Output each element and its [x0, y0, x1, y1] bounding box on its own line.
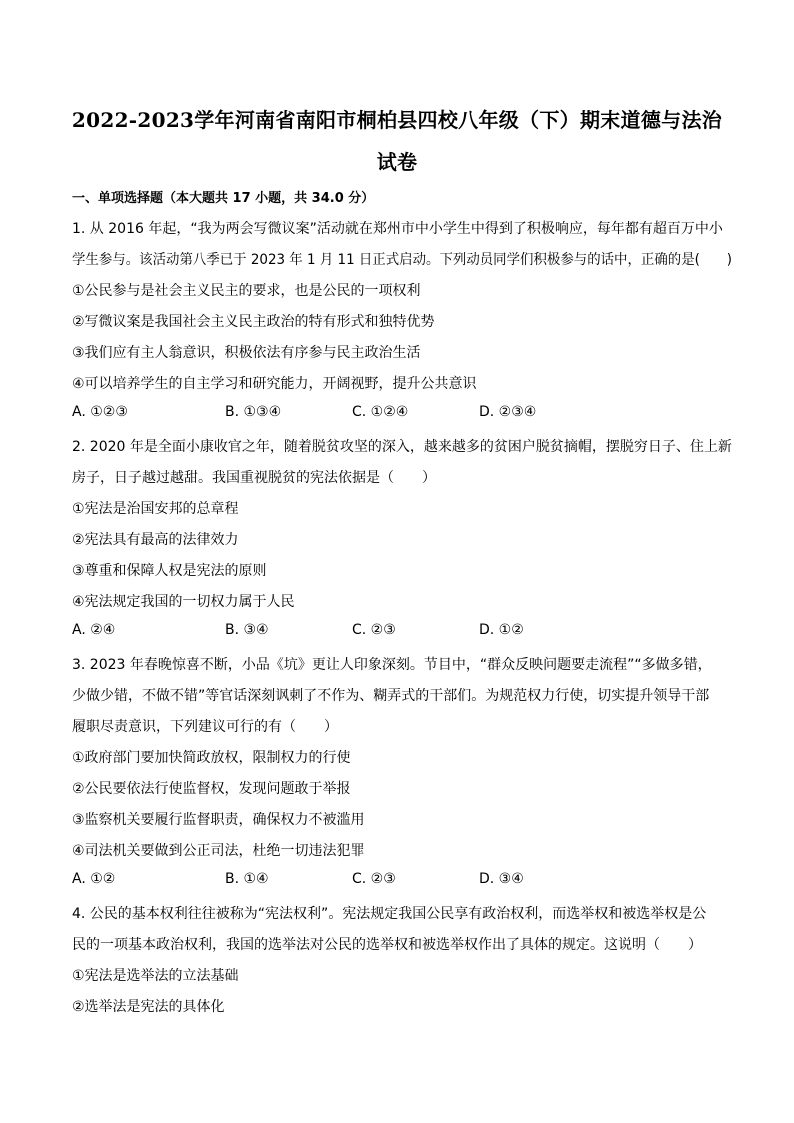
question-3-stem-line-1: 3. 2023 年春晚惊喜不断，小品《坑》更让人印象深刻。节目中，“群众反映问题要走流程”“多做多错， — [72, 657, 712, 673]
option-b: B. ①④ — [225, 871, 269, 887]
question-4-item-1: ①宪法是选举法的立法基础 — [72, 968, 239, 984]
question-2-item-4: ④宪法规定我国的一切权力属于人民 — [72, 594, 295, 610]
exam-title-line1: 2022-2023学年河南省南阳市桐柏县四校八年级（下）期末道德与法治 — [71, 108, 723, 132]
option-b: B. ③④ — [225, 622, 269, 638]
question-2-item-2: ②宪法具有最高的法律效力 — [72, 532, 239, 548]
section-header: 一、单项选择题（本大题共 17 小题，共 34.0 分） — [72, 191, 375, 206]
question-3-item-1: ①政府部门要加快简政放权，限制权力的行使 — [72, 750, 351, 766]
question-1-options — [72, 404, 732, 424]
question-1-item-3: ③我们应有主人翁意识，积极依法有序参与民主政治生活 — [72, 345, 421, 361]
question-1-item-4: ④可以培养学生的自主学习和研究能力，开阔视野，提升公共意识 — [72, 376, 477, 392]
option-a: A. ①② — [72, 871, 116, 887]
question-1-item-1: ①公民参与是社会主义民主的要求，也是公民的一项权利 — [72, 283, 421, 299]
question-4-stem-line-2: 民的一项基本政治权利，我国的选举法对公民的选举权和被选举权作出了具体的规定。这说明（ ） — [72, 937, 702, 953]
option-a: A. ②④ — [72, 622, 116, 638]
option-b: B. ①③④ — [225, 404, 282, 420]
question-2-item-3: ③尊重和保障人权是宪法的原则 — [72, 563, 267, 579]
question-3-item-4: ④司法机关要做到公正司法，杜绝一切违法犯罪 — [72, 843, 365, 859]
option-c: C. ①②④ — [352, 404, 409, 420]
question-3-item-2: ②公民要依法行使监督权，发现问题敢于举报 — [72, 781, 351, 797]
option-d: D. ②③④ — [479, 404, 537, 420]
question-2-item-1: ①宪法是治国安邦的总章程 — [72, 501, 239, 517]
option-c: C. ②③ — [352, 871, 396, 887]
question-1-item-2: ②写微议案是我国社会主义民主政治的特有形式和独特优势 — [72, 314, 435, 330]
question-1-stem-line-2: 学生参与。该活动第八季已于 2023 年 1 月 11 日正式启动。下列动员同学们积极参与的话中，正确的是( ) — [72, 252, 732, 268]
question-2-stem-line-2: 房子，日子越过越甜。我国重视脱贫的宪法依据是（ ） — [72, 470, 436, 486]
option-c: C. ②③ — [352, 622, 396, 638]
question-3-options — [72, 871, 732, 891]
question-2-stem-line-1: 2. 2020 年是全面小康收官之年，随着脱贫攻坚的深入，越来越多的贫困户脱贫摘帽，摆脱穷日子、住上新 — [72, 439, 732, 455]
question-1-stem-line-1: 1. 从 2016 年起，“我为两会写微议案”活动就在郑州市中小学生中得到了积极响应，每年都有超百万中小 — [72, 221, 723, 237]
question-4-item-2: ②选举法是宪法的具体化 — [72, 999, 225, 1015]
exam-title-line2: 试卷 — [376, 150, 418, 174]
option-a: A. ①②③ — [72, 404, 128, 420]
option-d: D. ①② — [479, 622, 524, 638]
option-d: D. ③④ — [479, 871, 524, 887]
question-3-stem-line-2: 少做少错，不做不错”等官话深刻讽刺了不作为、糊弄式的干部们。为规范权力行使，切实提升领导干部 — [72, 688, 710, 704]
question-4-stem-line-1: 4. 公民的基本权利往往被称为“宪法权利”。宪法规定我国公民享有政治权利，而选举权和被选举权是公 — [72, 906, 707, 922]
question-3-item-3: ③监察机关要履行监督职责，确保权力不被滥用 — [72, 812, 365, 828]
question-2-options — [72, 622, 732, 642]
question-3-stem-line-3: 履职尽责意识，下列建议可行的有（ ） — [72, 719, 338, 735]
